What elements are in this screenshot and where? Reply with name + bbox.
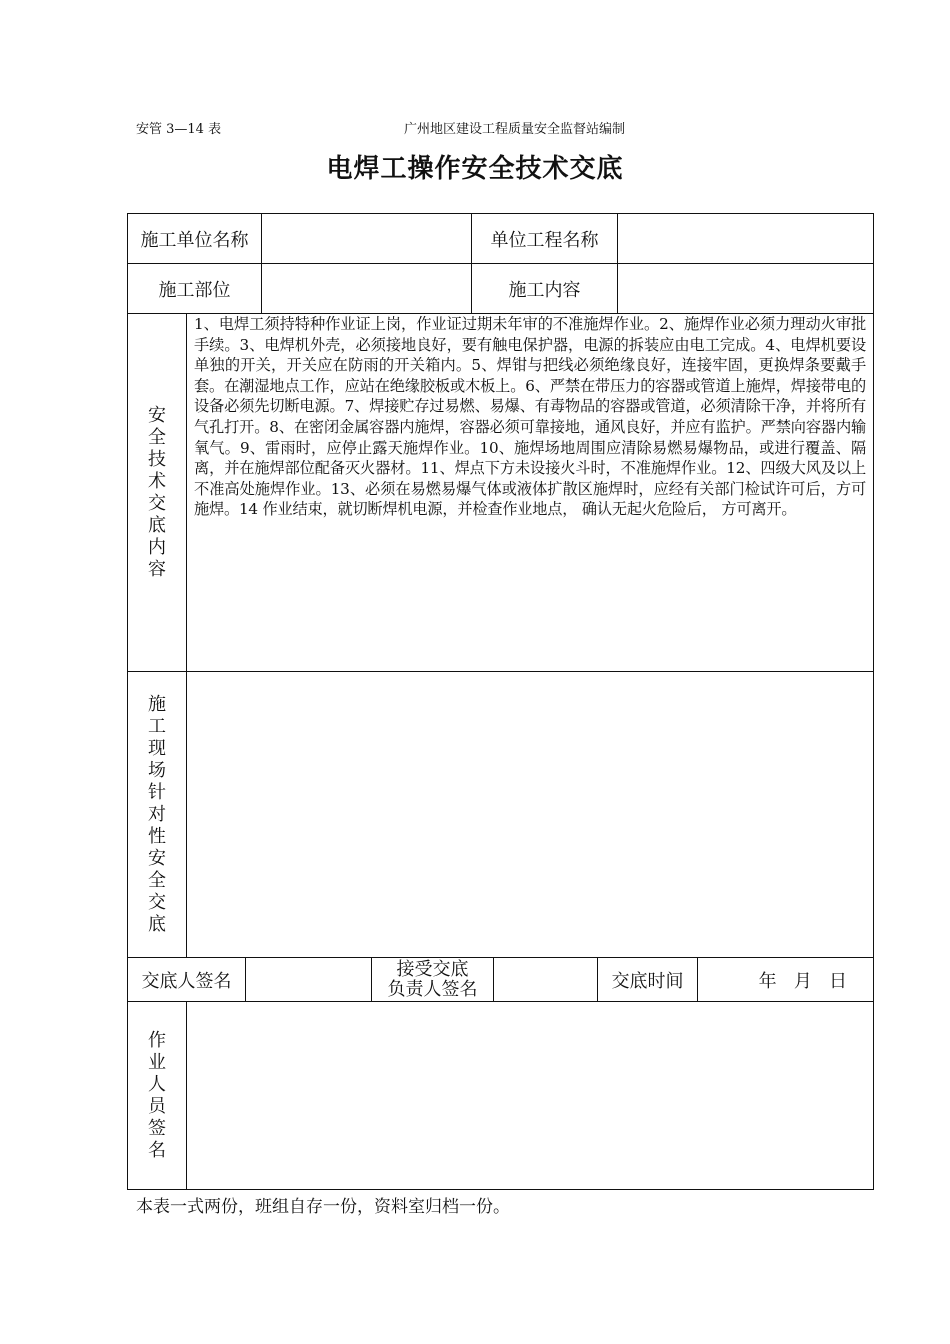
date-text: 年 月 日 xyxy=(758,970,847,992)
receiver-signature-field[interactable] xyxy=(494,958,597,1001)
disclosure-date-field[interactable] xyxy=(698,958,873,1001)
workers-signature-label xyxy=(128,1002,186,1189)
workers-signature-label-text: 作业人员签名 xyxy=(148,1029,166,1161)
workers-signature-field[interactable] xyxy=(188,1003,872,1188)
discloser-label: 交底人签名 xyxy=(141,970,232,992)
safety-content-label-text: 安全技术交底内容 xyxy=(148,404,166,580)
discloser-signature-field[interactable] xyxy=(246,958,371,1001)
receiver-label xyxy=(372,958,493,1001)
project-name-label: 单位工程名称 xyxy=(490,229,599,251)
unit-name-field[interactable] xyxy=(262,214,471,263)
site-specific-label-text: 施工现场针对性安全交底 xyxy=(148,693,166,935)
site-specific-label xyxy=(128,672,186,957)
location-label: 施工部位 xyxy=(158,279,231,301)
content-label: 施工内容 xyxy=(508,279,581,301)
safety-content-text: 1、电焊工须持特种作业证上岗，作业证过期未年审的不准施焊作业。2、施焊作业必须力理动火审批手续。3、电焊机外壳，必须接地良好，要有触电保护器，电源的拆装应由电工完成。4、电焊机要设单独的开关，开关应在防雨的开关箱内。5、焊钳与把线必须绝缘良好，连接牢固，更换焊条要戴手套。在潮湿地点工作，应站在绝缘胶板或木板上。6、严禁在带压力的容器或管道上施焊，焊接带电的设备必须先切断电源。7、焊接贮存过易燃、易爆、有毒物品的容器或管道，必须清除干净，并将所有气孔打开。8、在密闭金属容器内施焊，容器必须可靠接地，通风良好，并应有监护。严禁向容器内输氧气。9、雷雨时，应停止露天施焊作业。10、施焊场地周围应清除易燃易爆物品，或进行覆盖、隔离，并在施焊部位配备灭火器材。11、焊点下方未设接火斗时，不准施焊作业。12、四级大风及以上不准高处施焊作业。13、必须在易燃易爆气体或液体扩散区施焊时，应经有关部门检试许可后，方可施焊。14 作业结束，就切断焊机电源，并检查作业地点， 确认无起火危险后， 方可离开。 xyxy=(194,315,866,519)
disclosure-time-label: 交底时间 xyxy=(611,970,684,992)
column-divider xyxy=(186,313,187,957)
row-divider xyxy=(127,1001,874,1002)
issuer-text: 广州地区建设工程质量安全监督站编制 xyxy=(404,122,626,137)
receiver-label-line2: 负责人签名 xyxy=(387,978,478,1000)
site-specific-field[interactable] xyxy=(188,673,872,956)
form-number: 安管 3—14 表 xyxy=(136,122,222,137)
receiver-label-line1: 接受交底 xyxy=(396,958,469,980)
project-name-field[interactable] xyxy=(618,214,873,263)
page-title: 电焊工操作安全技术交底 xyxy=(326,154,624,184)
column-divider xyxy=(186,1001,187,1190)
content-field[interactable] xyxy=(618,264,873,313)
row-divider xyxy=(127,671,874,672)
footer-note: 本表一式两份，班组自存一份，资料室归档一份。 xyxy=(136,1197,510,1217)
safety-content-label xyxy=(128,314,186,671)
unit-name-label: 施工单位名称 xyxy=(140,229,249,251)
location-field[interactable] xyxy=(262,264,471,313)
